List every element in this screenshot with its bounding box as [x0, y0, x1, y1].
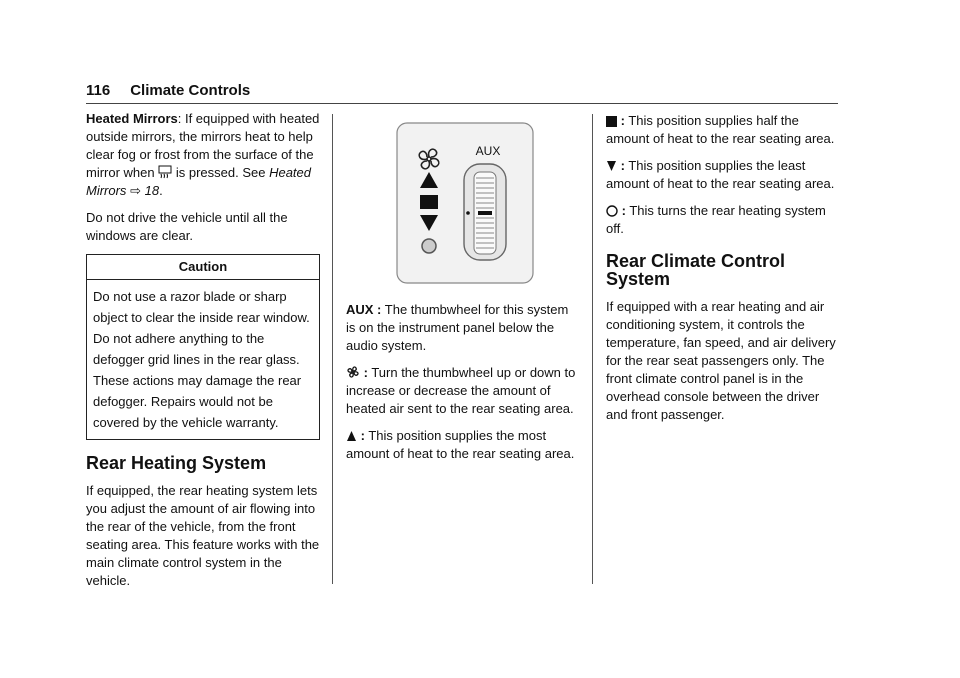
caution-box — [86, 254, 320, 440]
caution-body: Do not use a razor blade or sharp object to clear the inside rear window. Do not adhere anything to the defogger grid lines in the rear glass. These actions may damage the rear defogger. Repairs would not be covered by the vehicle warranty. — [93, 289, 310, 430]
up-paragraph: : This position supplies the most amount of heat to the rear seating area. — [346, 428, 575, 461]
off-circle-icon — [606, 205, 618, 217]
rear-heating-text: If equipped, the rear heating system lets you adjust the amount of air flowing into the rear of the vehicle, from the front seating area. This feature works with the main climate control system in the vehicle. — [86, 483, 320, 588]
column-divider-1 — [332, 114, 333, 584]
triangle-down-icon — [606, 160, 617, 172]
aux-control-panel-image — [396, 122, 534, 284]
drive-note: Do not drive the vehicle until all the windows are clear. — [86, 210, 288, 243]
column-2 — [346, 122, 580, 472]
column-1 — [86, 110, 320, 599]
page-header — [86, 82, 250, 99]
section-title: Climate Controls — [130, 82, 251, 99]
square-icon — [420, 195, 438, 209]
square-paragraph: : This position supplies half the amount of heat to the rear seating area. — [606, 113, 835, 146]
ref-arrow-icon: ⇨ — [130, 183, 141, 198]
rear-climate-heading: Rear Climate Control System — [606, 251, 786, 289]
off-circle-icon — [422, 239, 436, 253]
header-divider — [86, 103, 838, 104]
fan-icon — [346, 365, 360, 379]
aux-paragraph: AUX : The thumbwheel for this system is on the instrument panel below the audio system. — [346, 302, 569, 353]
heated-mirrors-paragraph: Heated Mirrors: If equipped with heated outside mirrors, the mirrors heat to help clear fog or frost from the surface of the mirror when is pressed. See Heated Mirrors ⇨ 18. — [86, 111, 320, 198]
heated-mirrors-label: Heated Mirrors — [86, 111, 178, 126]
column-3 — [606, 112, 840, 433]
down-paragraph: : This position supplies the least amount of heat to the rear seating area. — [606, 158, 835, 191]
square-icon — [606, 116, 617, 127]
column-divider-2 — [592, 114, 593, 584]
rear-heating-heading: Rear Heating System — [86, 453, 267, 473]
caution-title: Caution — [87, 255, 319, 280]
panel-aux-label: AUX — [475, 144, 501, 158]
fan-paragraph: : Turn the thumbwheel up or down to increase or decrease the amount of heated air sent to the rear seating area. — [346, 365, 576, 416]
triangle-up-icon — [346, 430, 357, 442]
rear-defog-icon — [158, 165, 172, 179]
rear-climate-text: If equipped with a rear heating and air conditioning system, it controls the temperature, fan speed, and air delivery for the rear seat passengers only. The front climate control panel is in the overhead console between the driver and front passenger. — [606, 299, 836, 422]
off-paragraph: : This turns the rear heating system off. — [606, 203, 826, 236]
page-number: 116 — [86, 82, 111, 99]
heated-mirrors-link[interactable]: Heated Mirrors — [86, 165, 311, 198]
ref-page[interactable]: 18 — [144, 183, 160, 198]
